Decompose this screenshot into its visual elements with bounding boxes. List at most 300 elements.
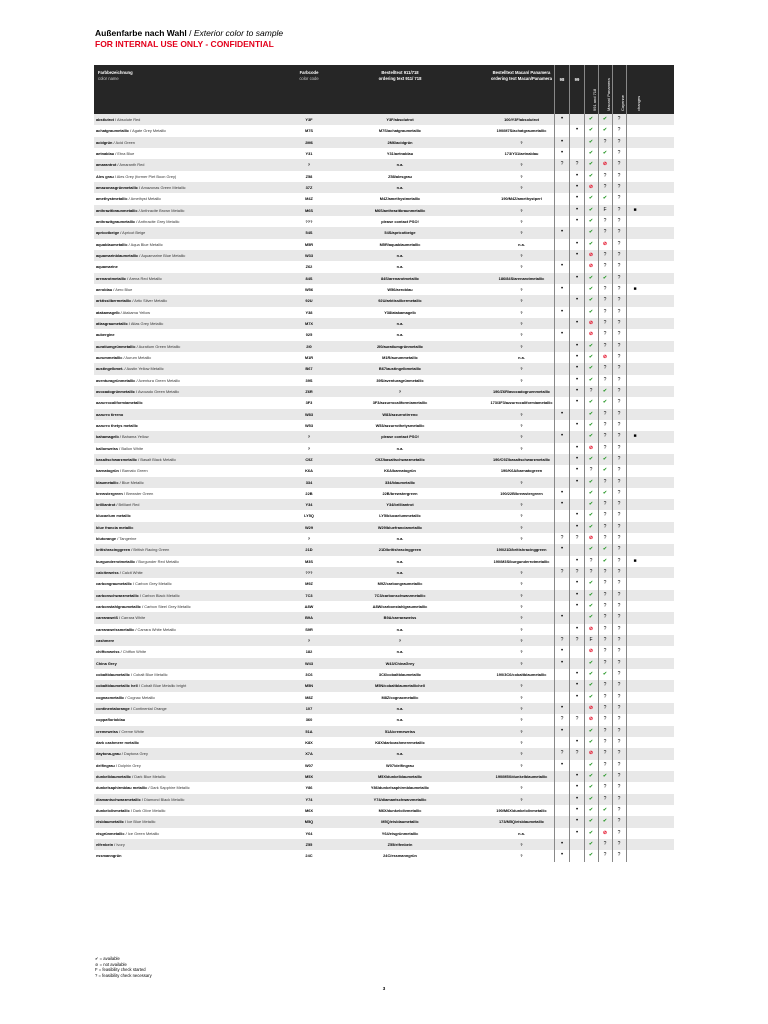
availability-cell: ?: [603, 739, 607, 746]
color-name-en: Carbon Steel Grey Metallic: [144, 604, 191, 610]
color-code-cell: Z62: [305, 264, 313, 270]
color-name-cell: [96, 533, 136, 544]
availability-cell: •: [560, 149, 564, 156]
color-code-cell: B9A: [305, 615, 313, 621]
color-code-cell: W83: [305, 411, 313, 417]
availability-cell: ⊘: [602, 829, 608, 836]
order-911-cell: C9Z/basaltschwarzmetallic: [375, 456, 425, 462]
order-911-cell: n.a.: [396, 252, 404, 258]
availability-cell: ?: [603, 841, 607, 847]
availability-cell: ?: [603, 229, 607, 236]
availability-cell: ⊘: [588, 625, 594, 632]
color-name-en: Apricot Beige: [122, 230, 146, 236]
availability-cell: ?: [617, 829, 621, 836]
color-name-cell: [96, 159, 144, 170]
availability-cell: ?: [617, 172, 621, 179]
availability-cell: ✔: [588, 365, 594, 372]
availability-cell: ?: [617, 138, 621, 145]
color-name-cell: [96, 703, 167, 714]
table-row: [94, 477, 674, 488]
availability-cell: F: [589, 637, 593, 644]
order-911-cell: M9Z/carbongraumetallic: [377, 581, 423, 587]
availability-cell: ⊘: [588, 705, 594, 712]
availability-cell: ✔: [588, 433, 594, 440]
availability-cell: ?: [603, 172, 607, 179]
name-separator: /: [129, 808, 133, 814]
availability-cell: •: [560, 852, 564, 859]
color-code-cell: 2M6: [305, 139, 313, 145]
availability-cell: •: [575, 784, 579, 791]
color-name-cell: [96, 137, 135, 148]
color-name-de: dunkelblaumetallic: [96, 774, 132, 780]
availability-cell: ?: [603, 716, 607, 723]
availability-cell: ?: [617, 116, 621, 122]
color-name-en: Carrara White: [121, 615, 146, 621]
order-911-cell: n.a.: [396, 626, 404, 632]
color-name-de: cognacmetallic: [96, 694, 125, 700]
availability-cell: •: [575, 829, 579, 836]
availability-cell: •: [575, 671, 579, 678]
availability-cell: •: [575, 183, 579, 190]
availability-cell: •: [560, 489, 564, 496]
color-name-de: blaumetallic: [96, 479, 119, 485]
name-separator: /: [135, 218, 139, 224]
color-name-en: Basalt Black Metallic: [140, 456, 177, 462]
availability-cell: •: [575, 444, 579, 451]
name-separator: /: [113, 117, 117, 122]
color-name-en: Daytona Grey: [123, 751, 148, 757]
availability-cell: ?: [603, 523, 607, 530]
order-macan-cell: ?: [520, 740, 523, 746]
name-separator: /: [118, 728, 122, 734]
header-order-911-en: ordering text 911/ 718: [378, 76, 422, 81]
order-macan-cell: ?: [520, 751, 523, 757]
header-99: 99: [574, 77, 580, 82]
color-name-cell: [96, 692, 155, 703]
availability-cell: •: [560, 727, 564, 734]
color-name-cell: [96, 284, 132, 295]
order-macan-cell: ?: [520, 298, 523, 304]
color-name-de: arenarotmetallic: [96, 275, 127, 281]
color-name-de: carbongraumetallic: [96, 581, 132, 587]
order-911-cell: 334/blaumetallic: [384, 479, 416, 485]
order-macan-cell: ?: [520, 332, 523, 338]
name-separator: /: [118, 479, 122, 485]
availability-cell: ?: [617, 535, 621, 542]
color-name-en: Burgunder Red Metallic: [138, 558, 180, 564]
color-name-de: aquamarinblaumetallic: [96, 252, 139, 258]
order-911-cell: 39S/aventuragrünmetallic: [376, 377, 424, 383]
order-911-cell: 51A/cremeweiss: [384, 728, 416, 734]
availability-cell: ■: [633, 433, 637, 440]
order-911-cell: B67/austingelbmetallic: [378, 366, 422, 372]
order-macan-cell: ?: [520, 592, 523, 598]
availability-cell: •: [575, 297, 579, 304]
color-name-de: delfingrau: [96, 762, 115, 768]
availability-cell: ✔: [588, 342, 594, 349]
availability-cell: ?: [603, 331, 607, 338]
availability-cell: ?: [617, 569, 621, 576]
color-name-de: aventuragrünmetallic: [96, 377, 136, 383]
availability-cell: ?: [603, 251, 607, 258]
color-name-en: Artic Silver Metallic: [134, 298, 168, 304]
availability-cell: ?: [603, 365, 607, 372]
color-name-de: aetnablau: [96, 150, 115, 156]
color-name-de: carbonstahlgraumetallic: [96, 604, 141, 610]
availability-cell: ?: [560, 535, 564, 542]
availability-cell: ?: [617, 467, 621, 474]
table-row: [94, 635, 674, 646]
color-name-cell: [96, 420, 138, 431]
availability-cell: ⊘: [588, 183, 594, 190]
order-911-cell: W53/azzurrothetysmetallic: [375, 422, 425, 428]
color-name-cell: [96, 465, 148, 476]
name-separator: /: [114, 150, 118, 156]
table-row: [94, 341, 674, 352]
availability-cell: ?: [603, 693, 607, 700]
color-code-cell: ?: [307, 638, 311, 644]
order-macan-cell: ?: [520, 445, 523, 451]
availability-cell: ?: [560, 569, 564, 576]
color-code-cell: Y3F: [305, 117, 313, 122]
name-separator: /: [114, 762, 119, 768]
order-macan-cell: ?: [520, 853, 523, 859]
title-german: Außenfarbe nach Wahl: [95, 28, 187, 38]
color-name-cell: [96, 216, 179, 227]
order-macan-cell: ?: [520, 320, 523, 326]
header-cayenne-label: Cayenne: [620, 94, 625, 111]
color-name-cell: [96, 273, 162, 284]
table-row: [94, 828, 674, 839]
color-code-cell: 54S: [305, 230, 313, 236]
header-order-911: [340, 70, 460, 82]
color-name-cell: [96, 760, 141, 771]
color-name-en: Atlas Grey Metallic: [130, 320, 164, 326]
color-code-cell: A8W: [304, 604, 314, 610]
availability-cell: ✔: [602, 557, 608, 564]
color-name-de: avocadogrünmetallic: [96, 388, 135, 394]
availability-cell: ⊘: [588, 444, 594, 451]
availability-cell: ?: [617, 297, 621, 304]
order-911-cell: Z58/alesgrau: [388, 173, 412, 179]
order-911-cell: M8Z/cognacmetallic: [381, 694, 419, 700]
table-row: [94, 646, 674, 657]
order-macan-cell: ?: [520, 173, 523, 179]
order-macan-cell: 190/Z6R/avocadogruenmetallic: [492, 388, 551, 394]
color-name-en: Dolphin Grey: [118, 762, 141, 768]
legend: [95, 956, 152, 978]
color-name-en: Aqua Blue Metallic: [130, 241, 163, 247]
table-row: [94, 624, 674, 635]
color-name-en: Amaranth Red: [119, 162, 145, 168]
order-macan-cell: 190/M6X/dunkelolivmetallic: [496, 808, 547, 814]
color-code-cell: W33: [305, 252, 313, 258]
order-911-cell: 54S/apricotbeige: [384, 230, 416, 236]
order-macan-cell: 190/3C6/cobaltblaumetallic: [496, 672, 547, 678]
availability-cell: ?: [617, 841, 621, 847]
availability-cell: ✔: [588, 795, 594, 802]
availability-cell: ?: [603, 569, 607, 576]
table-row: [94, 193, 674, 204]
table-row: [94, 760, 674, 771]
availability-cell: •: [560, 229, 564, 236]
color-name-cell: [96, 375, 180, 386]
availability-cell: •: [575, 682, 579, 689]
availability-cell: ✔: [602, 455, 608, 462]
color-code-cell: ?: [307, 162, 311, 168]
color-name-cell: [96, 612, 145, 623]
order-911-cell: M5R/aquablaumetallic: [379, 241, 421, 247]
color-code-cell: S9R: [305, 626, 313, 632]
color-code-cell: 37Z: [305, 184, 313, 190]
header-order-911-de: Bestelltext 911/718: [381, 70, 419, 75]
color-code-cell: 7C3: [305, 592, 313, 598]
order-macan-cell: 190/C9Z/basaltschwarzmetallic: [492, 456, 551, 462]
name-separator: /: [131, 581, 136, 587]
order-macan-cell: ?: [520, 230, 523, 236]
color-code-cell: M7S: [305, 128, 313, 134]
availability-cell: ■: [633, 285, 637, 292]
availability-cell: ?: [603, 603, 607, 610]
color-name-cell: [96, 148, 134, 159]
color-name-cell: [96, 601, 191, 612]
color-name-cell: [96, 125, 166, 136]
availability-cell: ?: [560, 637, 564, 644]
availability-cell: ?: [603, 852, 607, 859]
order-macan-cell: ?: [520, 411, 523, 417]
color-code-cell: W07: [305, 762, 313, 768]
availability-cell: ?: [617, 603, 621, 610]
table-row: [94, 748, 674, 759]
table-row: [94, 850, 674, 861]
order-macan-cell: ?: [520, 502, 523, 508]
availability-cell: ✔: [588, 546, 594, 553]
availability-cell: ?: [603, 512, 607, 519]
color-code-cell: 182: [305, 649, 313, 655]
availability-cell: ?: [603, 285, 607, 292]
color-name-de: aubergine: [96, 332, 115, 338]
availability-cell: •: [575, 693, 579, 700]
color-name-de: elfenbein: [96, 842, 114, 847]
color-code-cell: M1R: [304, 354, 314, 360]
availability-cell: ✔: [588, 501, 594, 508]
order-macan-cell: ?: [520, 649, 523, 655]
availability-cell: ✔: [588, 489, 594, 496]
color-name-de: blutorange: [96, 536, 117, 542]
color-code-cell: 21D: [305, 547, 313, 553]
availability-cell: ✔: [602, 149, 608, 156]
color-name-de: austingelbmet.: [96, 366, 124, 372]
availability-cell: ?: [617, 229, 621, 236]
color-name-cell: [96, 171, 176, 182]
availability-cell: •: [575, 251, 579, 258]
color-name-de: barnatogrün: [96, 468, 119, 474]
color-name-de: bahamagelb: [96, 434, 119, 440]
availability-cell: •: [575, 387, 579, 394]
name-separator: /: [131, 298, 135, 304]
availability-cell: ✔: [588, 614, 594, 621]
availability-cell: ✔: [588, 172, 594, 179]
availability-cell: ⊘: [602, 353, 608, 360]
color-code-cell: Y34: [305, 502, 313, 508]
availability-cell: •: [575, 557, 579, 564]
availability-cell: •: [575, 172, 579, 179]
table-row: [94, 578, 674, 589]
color-name-cell: [96, 295, 167, 306]
availability-cell: •: [575, 467, 579, 474]
color-name-de: anthrazitgraumetallic: [96, 218, 136, 224]
name-separator: /: [113, 173, 117, 179]
availability-cell: ?: [617, 546, 621, 553]
table-row: [94, 159, 674, 170]
name-separator: /: [147, 785, 151, 791]
color-name-de: aeroblau: [96, 286, 113, 292]
color-name-de: cremeweiss: [96, 728, 119, 734]
availability-cell: ?: [603, 727, 607, 734]
name-separator: /: [138, 252, 142, 258]
color-name-cell: [96, 646, 146, 657]
color-name-de: amethystmetallic: [96, 196, 128, 202]
availability-cell: ?: [617, 671, 621, 678]
table-row: [94, 250, 674, 261]
availability-cell: ✔: [602, 489, 608, 496]
table-row: [94, 714, 674, 725]
name-separator: /: [135, 377, 139, 383]
table-row: [94, 544, 674, 555]
table-row: [94, 465, 674, 476]
availability-cell: ?: [617, 455, 621, 462]
order-macan-cell: 186/84S/arenarotmetallic: [498, 275, 545, 281]
name-separator: /: [135, 558, 139, 564]
availability-cell: •: [575, 399, 579, 406]
order-macan-cell: ?: [520, 842, 523, 847]
availability-cell: ?: [603, 625, 607, 632]
page-number: 3: [382, 986, 386, 991]
availability-cell: ✔: [602, 671, 608, 678]
availability-cell: ?: [617, 206, 621, 213]
availability-cell: •: [575, 342, 579, 349]
color-name-cell: [96, 397, 143, 408]
order-911-cell: 7C3/carbonschwarzmetallic: [374, 592, 426, 598]
name-separator: /: [113, 842, 117, 847]
availability-cell: ?: [617, 217, 621, 224]
order-macan-cell: ?: [520, 252, 523, 258]
availability-cell: ✔: [588, 410, 594, 417]
color-name-de: burgunderrotmetallic: [96, 558, 136, 564]
color-name-de: eisblaumetallic: [96, 819, 124, 825]
availability-cell: ✔: [588, 852, 594, 859]
availability-cell: ?: [603, 478, 607, 485]
availability-cell: ?: [617, 342, 621, 349]
header-color-name-de: Farbbezeichnung: [98, 70, 133, 75]
availability-cell: ✔: [588, 149, 594, 156]
availability-cell: ✔: [602, 274, 608, 281]
table-row: [94, 488, 674, 499]
availability-cell: ✔: [588, 285, 594, 292]
table-row: [94, 805, 674, 816]
availability-cell: ✔: [588, 421, 594, 428]
availability-cell: ✔: [588, 206, 594, 213]
availability-cell: •: [575, 523, 579, 530]
availability-cell: ?: [617, 501, 621, 508]
table-row: [94, 375, 674, 386]
color-code-cell: LY5Q: [304, 513, 314, 519]
color-name-de: dark cashmere metallic: [96, 740, 140, 746]
color-code-cell: 107: [305, 706, 313, 712]
availability-cell: ?: [617, 795, 621, 802]
availability-cell: ✔: [588, 240, 594, 247]
name-separator: /: [112, 286, 116, 292]
availability-cell: ⊘: [602, 161, 608, 168]
order-911-cell: n.a.: [396, 570, 404, 576]
availability-cell: ✔: [588, 512, 594, 519]
table-row: [94, 669, 674, 680]
order-911-cell: Y64/eisgrünmetallic: [381, 830, 419, 836]
availability-cell: •: [575, 795, 579, 802]
availability-cell: ?: [617, 489, 621, 496]
color-name-en: Creme White: [121, 728, 145, 734]
table-row: [94, 510, 674, 521]
name-separator: /: [134, 388, 138, 394]
order-911-cell: W07/delfingrau: [386, 762, 414, 768]
color-name-de: ballonweiss: [96, 445, 119, 451]
name-separator: /: [123, 366, 127, 372]
title-english: Exterior color to sample: [193, 28, 284, 38]
order-macan-cell: ?: [520, 207, 523, 213]
availability-cell: ?: [617, 761, 621, 768]
header-911-label: 991 and 718: [592, 88, 597, 111]
table-row: [94, 273, 674, 284]
color-code-cell: 334: [305, 479, 313, 485]
name-separator: /: [117, 615, 122, 621]
color-name-de: aurummetallic: [96, 354, 123, 360]
availability-cell: •: [575, 353, 579, 360]
order-macan-cell: ?: [520, 694, 523, 700]
availability-cell: ?: [575, 161, 579, 168]
color-name-cell: [96, 193, 161, 204]
color-name-cell: [96, 624, 176, 635]
availability-cell: ?: [617, 648, 621, 655]
order-911-cell: 84S/arenarotmetallic: [380, 275, 420, 281]
header-macan-label: Macan/ Panamera: [606, 78, 611, 111]
name-separator: /: [129, 128, 133, 134]
color-name-cell: [96, 477, 144, 488]
availability-cell: ?: [603, 376, 607, 383]
availability-cell: ✔: [588, 671, 594, 678]
order-911-cell: n.a.: [396, 717, 404, 723]
availability-cell: ✔: [588, 773, 594, 780]
order-911-cell: n.a.: [396, 649, 404, 655]
order-911-cell: K8X/darkcashmeremetallic: [375, 740, 425, 746]
name-separator: /: [127, 196, 131, 202]
availability-cell: •: [575, 512, 579, 519]
header-changes: [633, 71, 643, 111]
color-name-cell: [96, 658, 117, 669]
color-name-cell: [96, 182, 186, 193]
order-911-cell: A8W/carbonstahlgraumetallic: [372, 604, 428, 610]
color-code-cell: K6A: [305, 468, 313, 474]
availability-cell: ✔: [588, 523, 594, 530]
table-row: [94, 658, 674, 669]
availability-cell: ?: [617, 399, 621, 406]
availability-cell: ?: [617, 784, 621, 791]
table-row: [94, 692, 674, 703]
color-name-en: Tangerine: [119, 536, 137, 542]
availability-cell: •: [575, 274, 579, 281]
availability-cell: ?: [617, 421, 621, 428]
color-name-en: Anthracite Brown Metallic: [140, 207, 185, 213]
color-code-cell: Y31: [305, 150, 313, 156]
